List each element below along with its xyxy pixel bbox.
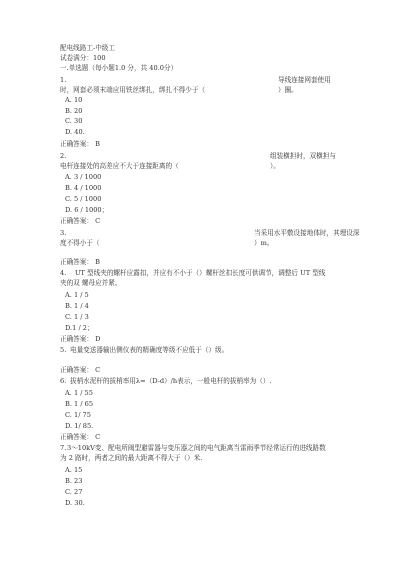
- question-text: ）m。: [254, 239, 274, 247]
- question-text: ）。: [270, 162, 280, 170]
- correct-answer: 正确答案： C: [60, 217, 101, 225]
- question-text: 时，网套必须末端应用铁丝绑扎，绑扎不得少于（: [60, 86, 206, 94]
- question-number: 5.: [60, 346, 67, 354]
- option: B. 4 / 1000: [65, 184, 102, 192]
- option: C. 30: [65, 117, 83, 125]
- question-text: 导线连接网套使用: [278, 76, 331, 84]
- option: C. 1/ 75: [65, 411, 91, 419]
- option: D.1 / 2；: [65, 324, 94, 332]
- option: A. 1 / 5: [65, 291, 89, 299]
- option: B. 1 / 4: [65, 302, 89, 310]
- correct-answer: 正确答案： D: [60, 335, 101, 343]
- exam-title: 配电线路工-中级工: [60, 44, 115, 52]
- option: B. 1 / 65: [65, 400, 94, 408]
- option: A. 1 / 55: [65, 389, 93, 397]
- section-heading: 一.单选题（每小题1.0 分，共 40.0分）: [60, 64, 178, 72]
- question-number: 6.: [60, 377, 67, 385]
- question-text: 夹的双 螺母应并紧。: [60, 279, 122, 287]
- option: B. 20: [65, 107, 83, 115]
- option: A. 15: [65, 466, 83, 474]
- option: B. 23: [65, 477, 83, 485]
- question-text: 组装横担时，双横担与: [270, 152, 336, 160]
- question-text: 度不得小于（: [60, 239, 100, 247]
- correct-answer: 正确答案： B: [60, 258, 100, 266]
- correct-answer: 正确答案： B: [60, 140, 100, 148]
- question-number: 2.: [60, 152, 67, 160]
- question-number: 3.: [60, 229, 67, 237]
- question-text: 拔梢水泥杆的拔梢率用λ=（D-d）/h表示，一般电杆的拔梢率为（）.: [70, 377, 272, 385]
- option: D. 1/ 85.: [65, 422, 94, 430]
- question-number: 1.: [60, 76, 67, 84]
- option: D. 30.: [65, 499, 85, 507]
- option: D. 6 / 1000；: [65, 206, 109, 214]
- question-text: ）圈。: [278, 86, 298, 94]
- option: C. 1 / 3: [65, 313, 89, 321]
- question-text: UT 型线夹的螺杆应露扣，并应有不小于（）螺杆丝扣长度可供调节，调整后 UT 型线: [75, 269, 326, 277]
- option: A. 10: [65, 96, 83, 104]
- option: C. 27: [65, 488, 83, 496]
- question-text: 电杆连接处的高差应不大于连接距离的（: [60, 162, 179, 170]
- option: D. 40.: [65, 128, 85, 136]
- question-text: 3～10kV变、配电所阀型避雷器与变压器之间的电气距离当雷雨季节经常运行的进线路数: [67, 444, 326, 452]
- question-number: 4.: [60, 269, 67, 277]
- question-text: 为 2 路时，两者之间的最大距离不得大于（）米.: [60, 454, 203, 462]
- correct-answer: 正确答案： C: [60, 366, 101, 374]
- option: A. 3 / 1000: [65, 173, 102, 181]
- option: C. 5 / 1000: [65, 195, 102, 203]
- question-text: 当采用水平敷设接地体时，其埋设深: [254, 229, 360, 237]
- question-text: 电量变送器输出侧仪表的精确度等级不应低于（）级。: [70, 346, 229, 354]
- question-number: 7.: [60, 444, 67, 452]
- full-score: 试卷满分：100: [60, 54, 106, 62]
- correct-answer: 正确答案： C: [60, 433, 101, 441]
